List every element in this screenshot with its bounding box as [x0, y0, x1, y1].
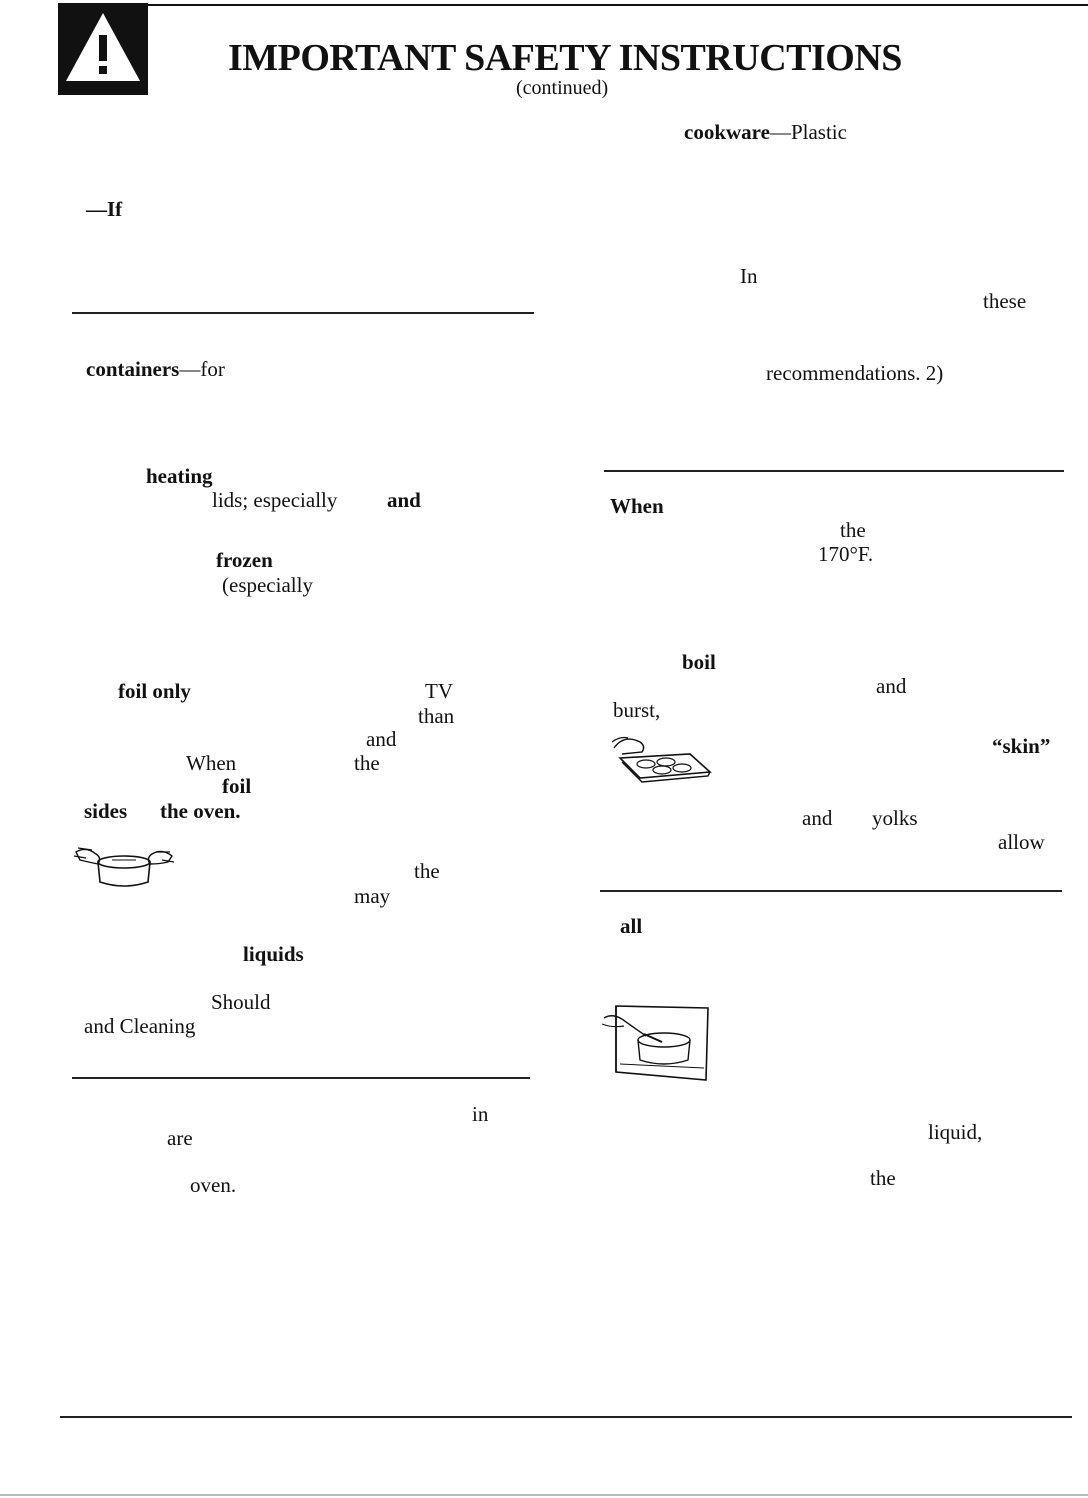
text-may: may — [354, 884, 391, 908]
text-should: Should — [211, 990, 271, 1014]
text-oven: oven. — [190, 1173, 237, 1197]
text-recommendations: recommendations. 2) — [766, 361, 944, 385]
text-all: all — [620, 914, 643, 938]
text-foil: foil — [222, 774, 252, 798]
text-the-2: the — [354, 751, 380, 775]
text-and-4: and — [802, 806, 833, 830]
section-divider-left-2 — [72, 1077, 530, 1079]
warning-icon — [58, 3, 148, 95]
section-divider-left-1 — [72, 312, 534, 314]
section-divider-right-1 — [604, 470, 1064, 472]
text-when-1: When — [610, 494, 664, 518]
text-the-3: the — [414, 859, 440, 883]
text-are: are — [167, 1126, 193, 1150]
text-liquid: liquid, — [928, 1120, 983, 1144]
text-tv: TV — [425, 679, 453, 703]
text-burst: burst, — [613, 698, 661, 722]
text-allow: allow — [998, 830, 1045, 854]
page-subtitle: (continued) — [516, 77, 609, 99]
text-lids: lids; especially — [212, 488, 338, 512]
text-frozen: frozen — [216, 548, 273, 572]
text-and-cleaning: and Cleaning — [84, 1014, 196, 1038]
text-and-2: and — [366, 727, 397, 751]
page-edge — [0, 1494, 1088, 1496]
pot-hands-illustration — [72, 838, 176, 895]
text-in-2: in — [472, 1102, 489, 1126]
text-heating: heating — [146, 464, 213, 488]
text-containers: containers—for — [86, 357, 225, 381]
text-in: In — [740, 264, 758, 288]
page-title: IMPORTANT SAFETY INSTRUCTIONS — [228, 37, 902, 79]
page-bottom-rule — [60, 1416, 1072, 1418]
text-and-3: and — [876, 674, 907, 698]
text-boil: boil — [682, 650, 716, 674]
text-the-1: the — [840, 518, 866, 542]
top-rule — [148, 4, 1088, 6]
text-sides: sides — [84, 799, 128, 823]
text-liquids: liquids — [243, 942, 304, 966]
text-these: these — [983, 289, 1027, 313]
text-foil-only: foil only — [118, 679, 191, 703]
text-the-oven: the oven. — [160, 799, 241, 823]
section-divider-right-2 — [600, 890, 1062, 892]
text-than: than — [418, 704, 455, 728]
egg-dish-illustration — [612, 728, 712, 791]
text-temperature: 170°F. — [818, 542, 874, 566]
text-skin: “skin” — [992, 734, 1051, 758]
text-the-4: the — [870, 1166, 896, 1190]
text-and-1: and — [387, 488, 421, 512]
text-if: —If — [86, 197, 123, 221]
text-yolks: yolks — [872, 806, 918, 830]
text-cookware: cookware—Plastic — [684, 120, 847, 144]
text-especially: (especially — [222, 573, 313, 597]
stirring-pot-oven-illustration — [600, 1002, 712, 1091]
text-when-2: When — [186, 751, 237, 775]
